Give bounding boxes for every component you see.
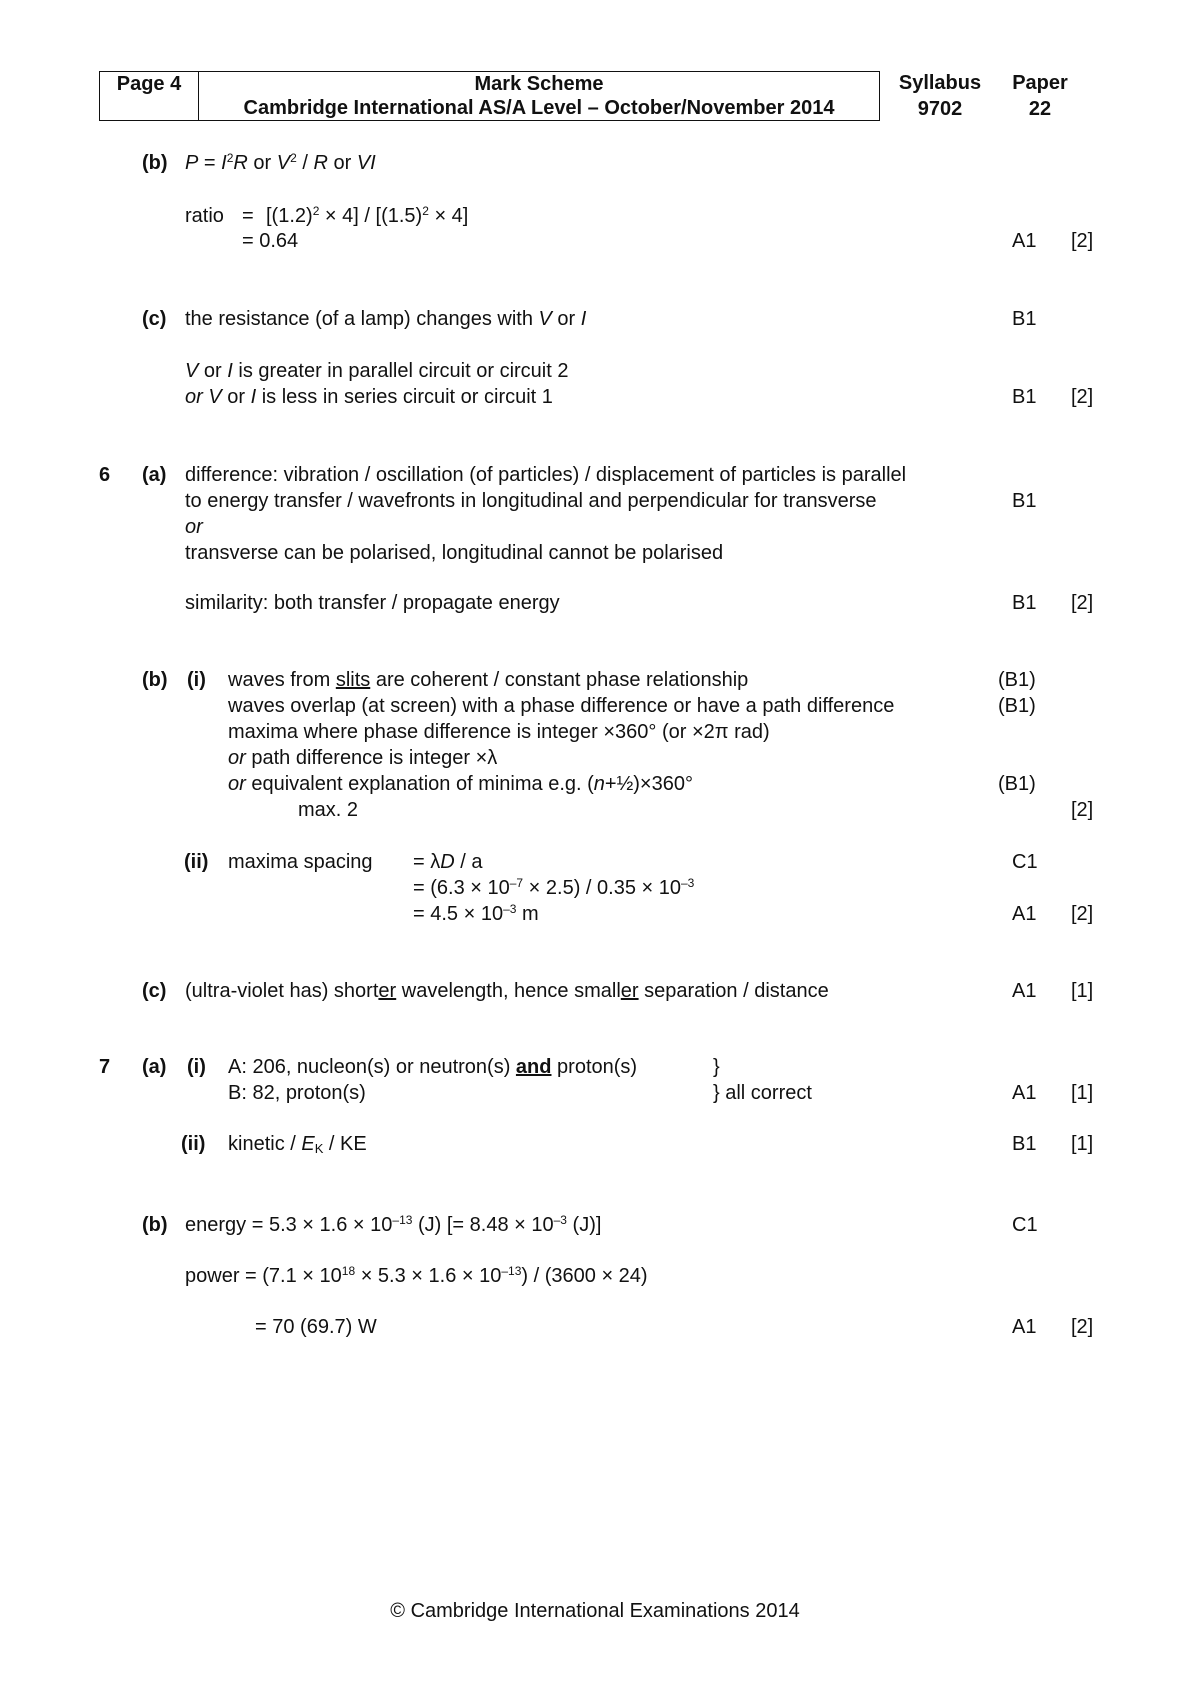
q6bi-mark2: (B1)	[998, 695, 1036, 717]
q6bii-total: [2]	[1071, 903, 1094, 925]
q6bi-line4: or path difference is integer ×λ	[228, 747, 498, 769]
footer-copyright: © Cambridge International Examinations 2014	[390, 1600, 800, 1622]
q5c-line3: or V or I is less in series circuit or circuit 1	[185, 386, 553, 408]
q6c-text: (ultra-violet has) shorter wavelength, hence smaller separation / distance	[185, 980, 829, 1002]
q6a-label: (a)	[142, 464, 167, 486]
q7ai-line2: B: 82, proton(s)	[228, 1082, 366, 1104]
q6a-mark2: B1	[1012, 592, 1037, 614]
page-number-blank	[100, 96, 199, 121]
q5c-line2: V or I is greater in parallel circuit or circuit 2	[185, 360, 569, 382]
q7ai-label: (i)	[187, 1056, 206, 1078]
q6bi-label: (i)	[187, 669, 206, 691]
q6bi-line2: waves overlap (at screen) with a phase difference or have a path difference	[228, 695, 895, 717]
q7b-label: (b)	[142, 1214, 168, 1236]
q5b-ratio-eq: =	[242, 205, 254, 227]
q6bii-eq1: = λD / a	[413, 851, 483, 873]
q7ai-line1: A: 206, nucleon(s) or neutron(s) and proton(s)	[228, 1056, 638, 1078]
q5b-formula: $P = I^2R$ or $V^2$ / R or VI	[185, 151, 376, 174]
q5c-label: (c)	[142, 308, 167, 330]
syllabus-code: 9702	[917, 98, 963, 120]
q5b-mark: A1	[1012, 230, 1037, 252]
q7a-label: (a)	[142, 1056, 167, 1078]
q6bii-label: (ii)	[184, 851, 209, 873]
q5b-result: = 0.64	[242, 230, 299, 252]
paper-number: 22	[1028, 98, 1052, 120]
q6bi-mark3: (B1)	[998, 773, 1036, 795]
q6a-line2: to energy transfer / wavefronts in longitudinal and perpendicular for transverse	[185, 490, 877, 512]
q6bi-total: [2]	[1071, 799, 1094, 821]
q6bii-text: maxima spacing	[228, 851, 373, 873]
q6c-total: [1]	[1071, 980, 1094, 1002]
q6c-label: (c)	[142, 980, 167, 1002]
q7-number: 7	[99, 1056, 111, 1078]
q6a-line3: transverse can be polarised, longitudinal cannot be polarised	[185, 542, 724, 564]
q7b-energy: energy = $5.3 \times 1.6 \times 10^{-13}$ (J) [= $8.48 \times 10^{-3}$ (J)]	[185, 1213, 602, 1236]
q7b-result: = 70 (69.7) W	[255, 1316, 377, 1338]
q6bii-eq2: = $(6.3 \times 10^{-7} \times 2.5) / 0.35 \times 10^{-3}$	[413, 876, 695, 899]
q7aii-label: (ii)	[181, 1133, 206, 1155]
q5c-total: [2]	[1071, 386, 1094, 408]
q5c-mark1: B1	[1012, 308, 1037, 330]
paper-label: Paper	[1012, 72, 1068, 94]
q6bii-mark1: C1	[1012, 851, 1038, 873]
q7b-power: power = $(7.1 \times 10^{18} \times 5.3 \times 1.6 \times 10^{-13}) / (3600 \times 24)$	[185, 1264, 648, 1287]
q7ai-brace2: } all correct	[713, 1082, 812, 1104]
q7ai-total: [1]	[1071, 1082, 1094, 1104]
q6bii-mark2: A1	[1012, 903, 1037, 925]
q7ai-brace1: }	[713, 1056, 720, 1078]
q6bi-max: max. 2	[298, 799, 359, 821]
q7aii-total: [1]	[1071, 1133, 1094, 1155]
q6a-mark1: B1	[1012, 490, 1037, 512]
q6a-total: [2]	[1071, 592, 1094, 614]
q7aii-mark: B1	[1012, 1133, 1037, 1155]
q6b-label: (b)	[142, 669, 168, 691]
q6bi-line1: waves from slits are coherent / constant phase relationship	[228, 669, 749, 691]
q7ai-mark: A1	[1012, 1082, 1037, 1104]
q5c-line1: the resistance (of a lamp) changes with V or I	[185, 308, 587, 330]
q7b-mark2: A1	[1012, 1316, 1037, 1338]
page-subtitle: Cambridge International AS/A Level – October/November 2014	[199, 96, 880, 121]
q6-number: 6	[99, 464, 111, 486]
q6a-or: or	[185, 516, 203, 538]
q6bii-eq3: = $4.5 \times 10^{-3}$ m	[413, 902, 539, 925]
q7b-total: [2]	[1071, 1316, 1094, 1338]
q6bi-line5: or equivalent explanation of minima e.g. (n+½)×360°	[228, 773, 693, 795]
syllabus-label: Syllabus	[898, 72, 982, 94]
q5b-ratio-expr: $[(1.2)^2 \times 4] / [(1.5)^2 \times 4]$	[266, 204, 469, 227]
q6bi-mark1: (B1)	[998, 669, 1036, 691]
q6c-mark: A1	[1012, 980, 1037, 1002]
q5b-ratio-label: ratio	[185, 205, 224, 227]
q5c-mark2: B1	[1012, 386, 1037, 408]
q7b-mark1: C1	[1012, 1214, 1038, 1236]
q6bi-line3: maxima where phase difference is integer ×360° (or ×2π rad)	[228, 721, 770, 743]
q5b-label: (b)	[142, 152, 168, 174]
q7aii-text: kinetic / $E_K$ / KE	[228, 1133, 367, 1156]
page-title: Mark Scheme	[199, 72, 880, 97]
q6a-line4: similarity: both transfer / propagate energy	[185, 592, 560, 614]
q5b-total: [2]	[1071, 230, 1094, 252]
page-number: Page 4	[100, 72, 199, 97]
header-table	[99, 71, 880, 121]
q6a-line1: difference: vibration / oscillation (of particles) / displacement of particles is parallel	[185, 464, 907, 486]
